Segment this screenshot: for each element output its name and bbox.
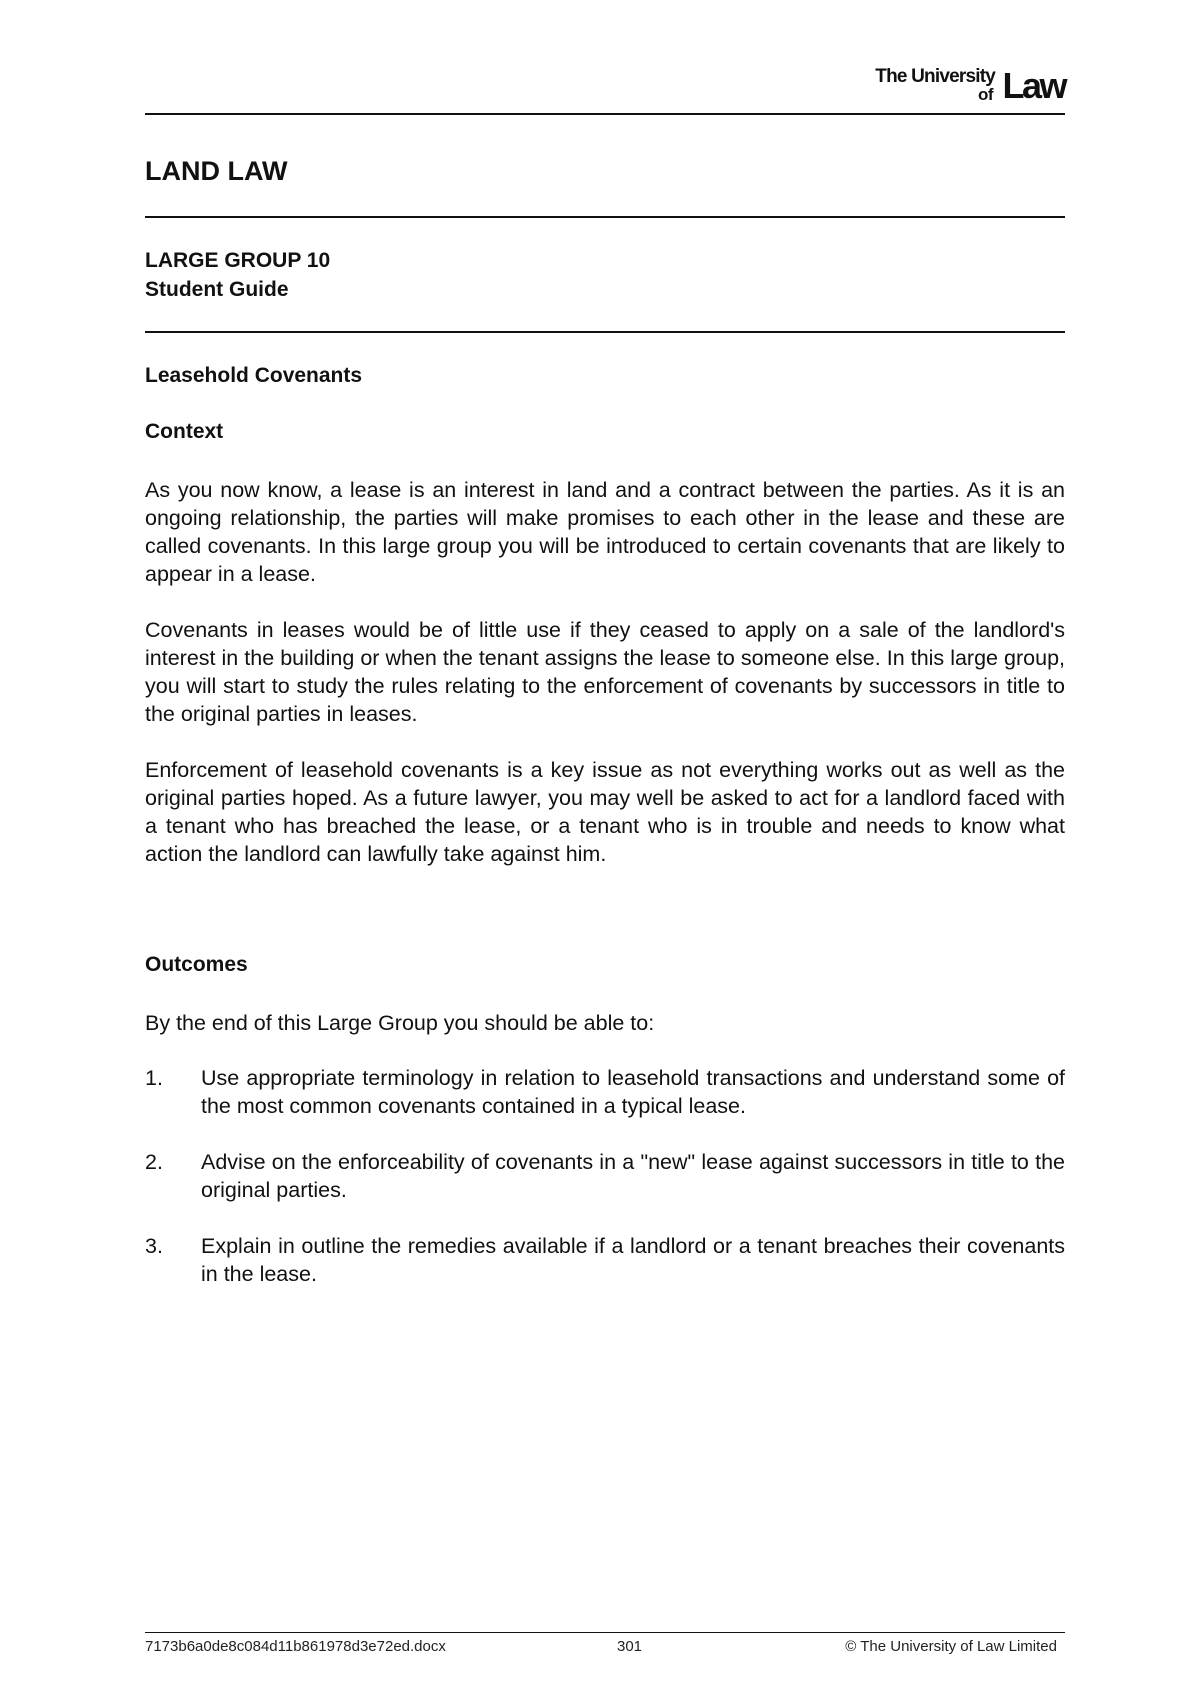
outcome-number: 3.: [145, 1234, 163, 1258]
outcome-text: Explain in outline the remedies available if a landlord or a tenant breaches their covenants in the lease.: [201, 1234, 1065, 1286]
subheader: [145, 246, 330, 304]
footer-copyright: © The University of Law Limited: [845, 1638, 1057, 1655]
footer-divider: [145, 1632, 1065, 1633]
logo-line-of: of: [977, 85, 993, 104]
subheader-divider: [145, 331, 1065, 333]
title-divider: [145, 216, 1065, 218]
outcome-number: 2.: [145, 1150, 163, 1174]
context-heading: Context: [145, 420, 224, 443]
footer-filename: 7173b6a0de8c084d11b861978d3e72ed.docx: [145, 1638, 446, 1655]
outcome-text: Advise on the enforceability of covenants in a "new" lease against successors in title to the original parties.: [201, 1150, 1065, 1202]
university-logo: [855, 62, 1065, 107]
outcome-text: Use appropriate terminology in relation to leasehold transactions and understand some of the most common covenants contained in a typical lease.: [201, 1066, 1065, 1118]
context-paragraph-2: Covenants in leases would be of little use if they ceased to apply on a sale of the landlord's interest in the building or when the tenant assigns the lease to someone else. In this large group, you will start to study the rules relating to the enforcement of covenants by successors in title to the original parties in leases.: [145, 618, 1065, 726]
section-title: Leasehold Covenants: [145, 364, 363, 387]
footer-page-number: 301: [617, 1638, 643, 1655]
outcomes-heading: Outcomes: [145, 953, 248, 976]
outcome-item: [145, 1148, 1065, 1204]
logo-line-university: The University: [875, 66, 995, 87]
subheader-guide: Student Guide: [145, 278, 289, 301]
outcomes-intro: By the end of this Large Group you should be able to:: [145, 1011, 655, 1035]
logo-line-law: Law: [1002, 65, 1065, 106]
outcome-item: [145, 1064, 1065, 1120]
context-paragraph-1: As you now know, a lease is an interest in land and a contract between the parties. As it is an ongoing relationship, the parties will make promises to each other in the lease and these are called covenants. In this large group you will be introduced to certain covenants that are likely to appear in a lease.: [145, 478, 1065, 586]
document-title: LAND LAW: [145, 156, 288, 186]
outcomes-list: [145, 1064, 1065, 1316]
document-page: [145, 0, 1065, 1698]
header-divider: [145, 113, 1065, 115]
subheader-group: LARGE GROUP 10: [145, 249, 331, 272]
context-paragraph-3: Enforcement of leasehold covenants is a key issue as not everything works out as well as the original parties hoped. As a future lawyer, you may well be asked to act for a landlord faced with a tenant who has breached the lease, or a tenant who is in trouble and needs to know what action the landlord can lawfully take against him.: [145, 758, 1065, 866]
outcome-number: 1.: [145, 1066, 163, 1090]
outcome-item: [145, 1232, 1065, 1288]
